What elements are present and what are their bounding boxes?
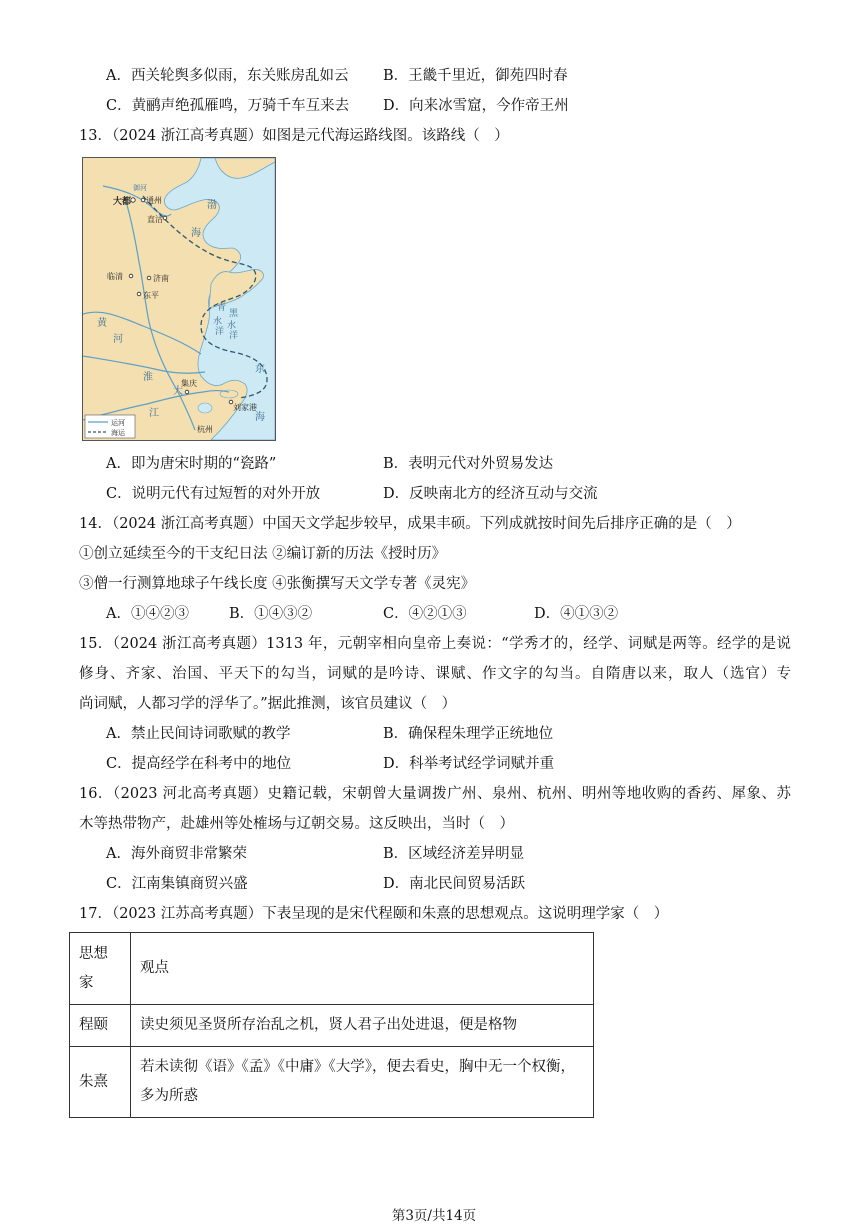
q14-items-1: ①创立延续至今的干支纪日法 ②编订新的历法《授时历》 bbox=[79, 546, 447, 562]
row1-view: 读史须见圣贤所存治乱之机，贤人君子出处进退，便是格物 bbox=[131, 1005, 594, 1047]
huai-river bbox=[83, 356, 205, 373]
q14-option-c: C．④②①③ bbox=[383, 606, 467, 622]
q12-option-d: D．向来冰雪窟，今作帝王州 bbox=[383, 98, 569, 114]
q16-stem-line-2: 木等热带物产，赴雄州等处榷场与辽朝交易。这反映出，当时（ ） bbox=[79, 816, 514, 832]
q15-stem-line-1: 15．（2024 浙江高考真题）1313 年，元朝宰相向皇帝上奏说：“学秀才的，经学、词赋是两等。经学的是说 bbox=[79, 636, 791, 652]
q15-option-c: C．提高经学在科考中的地位 bbox=[106, 756, 292, 772]
q16-option-b: B．区域经济差异明显 bbox=[383, 846, 525, 862]
dongping-marker bbox=[137, 292, 141, 296]
label-hangzhou: 杭州 bbox=[197, 425, 213, 434]
q15-stem-line-2: 修身、齐家、治国、平天下的勾当，词赋的是吟诗、课赋、作文字的勾当。自隋唐以来，取人（选官）专 bbox=[79, 666, 791, 682]
label-hai2: 海 bbox=[255, 412, 265, 423]
table-row bbox=[70, 1047, 594, 1118]
label-dadu: 大都 bbox=[113, 197, 132, 207]
yuan-sea-route-map bbox=[82, 157, 276, 441]
row2-view bbox=[131, 1047, 594, 1118]
row2-thinker: 朱熹 bbox=[70, 1047, 131, 1118]
q15-option-d: D．科举考试经学词赋并重 bbox=[383, 756, 555, 772]
label-yuhe: 御河 bbox=[133, 184, 147, 192]
q13-option-c: C．说明元代有过短暂的对外开放 bbox=[106, 486, 321, 502]
label-bohai: 渤 bbox=[207, 200, 217, 211]
label-he: 河 bbox=[113, 334, 123, 345]
label-dongping: 东平 bbox=[143, 291, 159, 300]
jiqing-marker bbox=[185, 390, 189, 394]
q13-stem: 13．（2024 浙江高考真题）如图是元代海运路线图。该路线（ ） bbox=[79, 128, 509, 144]
q16-option-c: C．江南集镇商贸兴盛 bbox=[106, 876, 248, 892]
row1-thinker: 程颐 bbox=[70, 1005, 131, 1047]
table-header-row bbox=[70, 933, 594, 1005]
label-shui1: 水 bbox=[213, 317, 223, 327]
tongzhou-marker bbox=[141, 198, 145, 202]
linqing-marker bbox=[129, 274, 133, 278]
label-linqing: 临清 bbox=[107, 272, 123, 281]
label-hai: 海 bbox=[191, 228, 201, 239]
map-legend bbox=[85, 415, 135, 438]
label-jiang: 江 bbox=[149, 408, 159, 419]
label-jinan: 济南 bbox=[153, 274, 169, 283]
q13-option-d: D．反映南北方的经济互动与交流 bbox=[383, 486, 598, 502]
q13-option-b: B．表明元代对外贸易发达 bbox=[383, 456, 554, 472]
label-hei: 黑 bbox=[229, 309, 239, 319]
zhigu-marker bbox=[163, 216, 167, 220]
q14-items-2: ③僧一行测算地球子午线长度 ④张衡撰写天文学专著《灵宪》 bbox=[79, 576, 476, 592]
label-huang: 黄 bbox=[97, 318, 107, 329]
legend-canal-label: 运河 bbox=[111, 419, 125, 427]
jinan-marker bbox=[147, 276, 151, 280]
q15-option-a: A．禁止民间诗词歌赋的教学 bbox=[106, 726, 291, 742]
label-yang2: 洋 bbox=[229, 331, 239, 341]
label-jiqing: 集庆 bbox=[181, 379, 197, 388]
label-tongzhou: 通州 bbox=[146, 196, 162, 205]
label-zhigu: 直沽 bbox=[147, 215, 163, 224]
header-view: 观点 bbox=[131, 933, 594, 1005]
q16-option-a: A．海外商贸非常繁荣 bbox=[106, 846, 247, 862]
q17-stem: 17．（2023 江苏高考真题）下表呈现的是宋代程颐和朱熹的思想观点。这说明理学家（ ） bbox=[79, 906, 669, 922]
label-dong: 东 bbox=[255, 364, 265, 375]
label-shui2: 水 bbox=[227, 321, 237, 331]
q12-option-b: B．王畿千里近，御苑四时春 bbox=[383, 68, 568, 84]
q12-option-c: C．黄鹂声绝孤雁鸣，万骑千车互来去 bbox=[106, 98, 350, 114]
thinker-views-table bbox=[69, 932, 594, 1118]
q14-stem: 14．（2024 浙江高考真题）中国天文学起步较早，成果丰硕。下列成就按时间先后排序正确的是（ ） bbox=[79, 516, 741, 532]
page-footer: 第3页/共14页 bbox=[391, 1208, 477, 1224]
row2-view-line-1: 若未读彻《语》《孟》《中庸》《大学》，便去看史，胸中无一个权衡， bbox=[140, 1059, 575, 1075]
q14-option-b: B．①④③② bbox=[229, 606, 313, 622]
label-qing: 青 bbox=[217, 303, 227, 313]
label-huai: 淮 bbox=[143, 372, 153, 383]
dadu-marker bbox=[131, 198, 135, 202]
q14-option-a: A．①④②③ bbox=[106, 606, 189, 622]
row2-view-line-2: 多为所惑 bbox=[140, 1088, 198, 1104]
q14-option-d: D．④①③② bbox=[534, 606, 619, 622]
legend-sea-label: 海运 bbox=[111, 429, 125, 437]
q16-option-d: D．南北民间贸易活跃 bbox=[383, 876, 526, 892]
header-thinker: 思想家 bbox=[70, 933, 131, 1005]
q16-stem-line-1: 16．（2023 河北高考真题）史籍记载，宋朝曾大量调拨广州、泉州、杭州、明州等地收购的香药、犀象、苏 bbox=[79, 786, 791, 802]
label-da: 大 bbox=[173, 386, 183, 397]
q13-option-a: A．即为唐宋时期的“瓷路” bbox=[106, 456, 277, 472]
q15-stem-line-3: 尚词赋，人都习学的浮华了。”据此推测，该官员建议（ ） bbox=[79, 696, 457, 712]
q15-option-b: B．确保程朱理学正统地位 bbox=[383, 726, 554, 742]
taihu-lake bbox=[198, 403, 212, 413]
label-yang1: 洋 bbox=[215, 327, 225, 337]
label-liujiagang: 刘家港 bbox=[233, 403, 257, 412]
table-row bbox=[70, 1005, 594, 1047]
q12-option-a: A．西关轮舆多似雨，东关账房乱如云 bbox=[106, 68, 349, 84]
